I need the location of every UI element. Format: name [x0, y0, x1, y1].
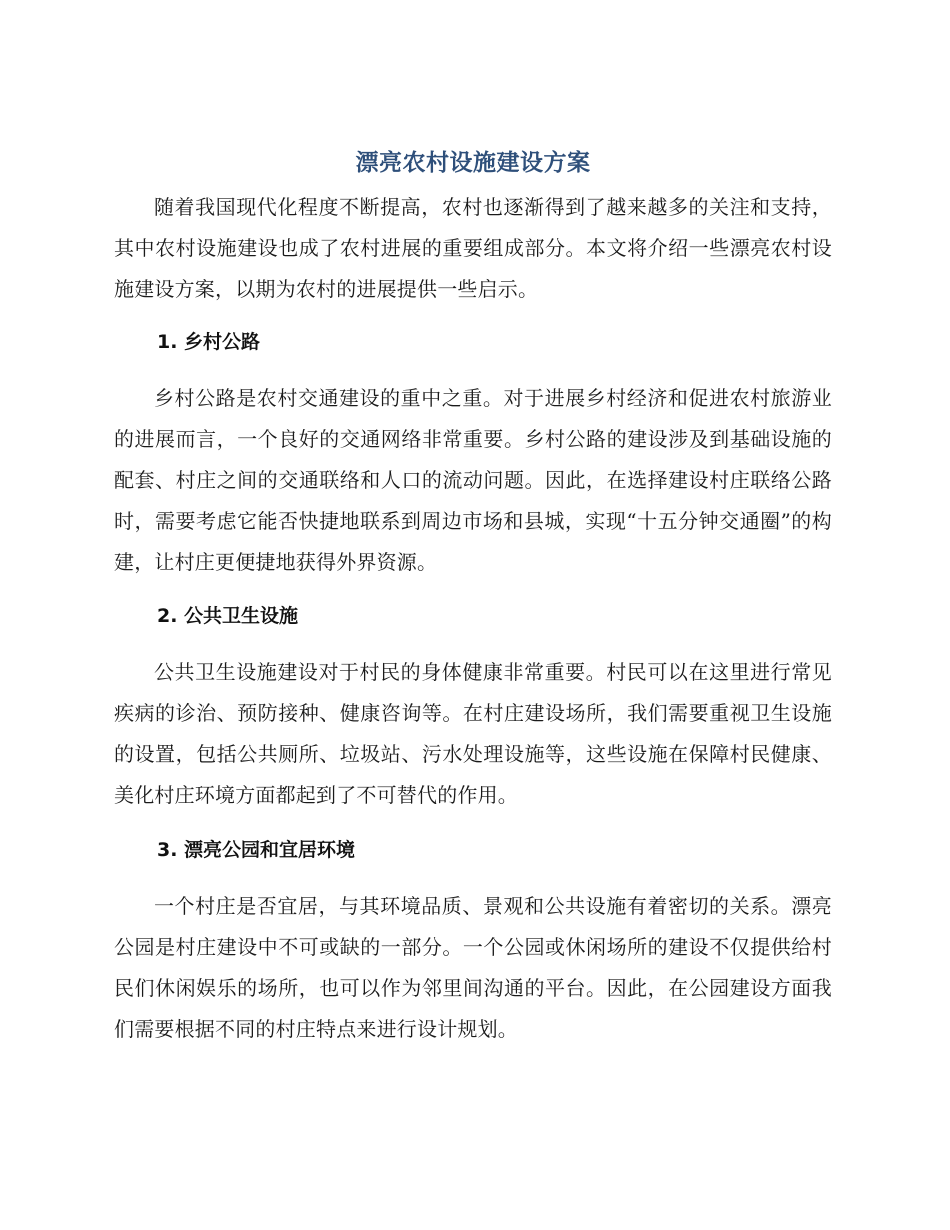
section-heading-1: 1. 乡村公路 [157, 331, 261, 353]
document-title: 漂亮农村设施建设方案 [355, 150, 591, 176]
section-body-2: 公共卫生设施建设对于村民的身体健康非常重要。村民可以在这里进行常见疾病的诊治、预防接种、健康咨询等。在村庄建设场所，我们需要重视卫生设施的设置，包括公共厕所、垃圾站、污水处理设施等，这些设施在保障村民健康、美化村庄环境方面都起到了不可替代的作用。 [114, 660, 832, 807]
section-heading-2: 2. 公共卫生设施 [157, 605, 299, 627]
document-page [114, 145, 832, 1050]
section-heading-3: 3. 漂亮公园和宜居环境 [157, 839, 356, 861]
intro-paragraph: 随着我国现代化程度不断提高，农村也逐渐得到了越来越多的关注和支持，其中农村设施建设也成了农村进展的重要组成部分。本文将介绍一些漂亮农村设施建设方案，以期为农村的进展提供一些启示。 [114, 195, 832, 301]
section-body-1: 乡村公路是农村交通建设的重中之重。对于进展乡村经济和促进农村旅游业的进展而言，一个良好的交通网络非常重要。乡村公路的建设涉及到基础设施的配套、村庄之间的交通联络和人口的流动问题。因此，在选择建设村庄联络公路时，需要考虑它能否快捷地联系到周边市场和县城，实现“十五分钟交通圈”的构建，让村庄更便捷地获得外界资源。 [114, 386, 832, 574]
section-body-3: 一个村庄是否宜居，与其环境品质、景观和公共设施有着密切的关系。漂亮公园是村庄建设中不可或缺的一部分。一个公园或休闲场所的建设不仅提供给村民们休闲娱乐的场所，也可以作为邻里间沟通的平台。因此，在公园建设方面我们需要根据不同的村庄特点来进行设计规划。 [114, 894, 832, 1041]
